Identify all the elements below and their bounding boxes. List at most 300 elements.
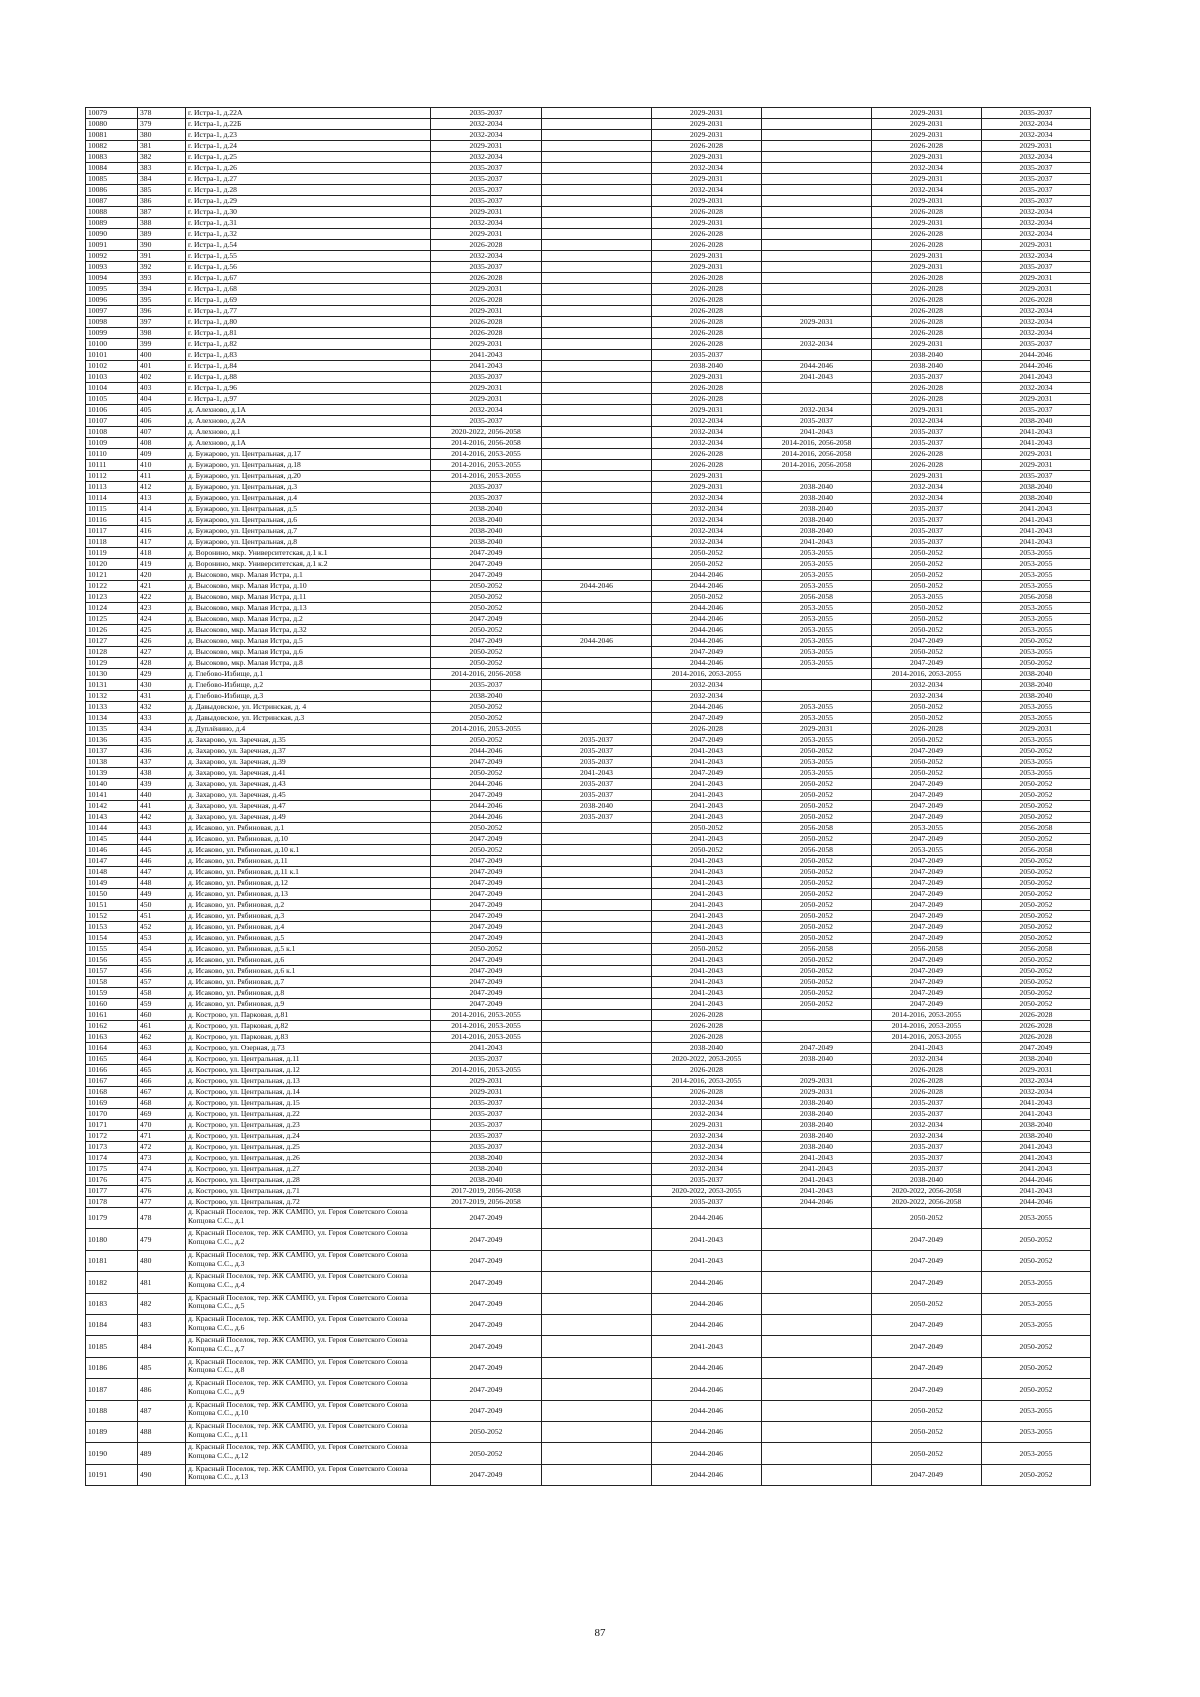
period-cell-1: 2047-2049	[431, 1314, 542, 1335]
period-cell-4	[762, 174, 872, 185]
period-cell-3: 2044-2046	[652, 1379, 762, 1400]
period-cell-6: 2035-2037	[982, 108, 1091, 119]
row-number-cell: 390	[138, 240, 186, 251]
row-number-cell: 412	[138, 482, 186, 493]
period-cell-5: 2026-2028	[872, 1065, 982, 1076]
period-cell-1: 2014-2016, 2053-2055	[431, 1032, 542, 1043]
address-cell: г. Истра-1, д.22Б	[186, 119, 431, 130]
period-cell-6: 2041-2043	[982, 526, 1091, 537]
row-id-cell: 10181	[86, 1250, 138, 1271]
period-cell-2	[542, 229, 652, 240]
period-cell-4: 2053-2055	[762, 757, 872, 768]
period-cell-4	[762, 1208, 872, 1229]
period-cell-6: 2041-2043	[982, 438, 1091, 449]
period-cell-6: 2050-2052	[982, 966, 1091, 977]
period-cell-4	[762, 350, 872, 361]
period-cell-5: 2035-2037	[872, 1153, 982, 1164]
period-cell-5: 2035-2037	[872, 537, 982, 548]
period-cell-5: 2047-2049	[872, 867, 982, 878]
address-cell: г. Истра-1, д.82	[186, 339, 431, 350]
row-id-cell: 10160	[86, 999, 138, 1010]
row-number-cell: 481	[138, 1272, 186, 1293]
row-id-cell: 10107	[86, 416, 138, 427]
row-id-cell: 10179	[86, 1208, 138, 1229]
period-cell-4: 2053-2055	[762, 702, 872, 713]
period-cell-6: 2053-2055	[982, 1208, 1091, 1229]
row-number-cell: 487	[138, 1400, 186, 1421]
period-cell-1: 2026-2028	[431, 240, 542, 251]
period-cell-1: 2026-2028	[431, 295, 542, 306]
period-cell-6: 2050-2052	[982, 922, 1091, 933]
period-cell-5: 2050-2052	[872, 548, 982, 559]
period-cell-4: 2041-2043	[762, 537, 872, 548]
period-cell-4: 2050-2052	[762, 856, 872, 867]
row-number-cell: 459	[138, 999, 186, 1010]
period-cell-6: 2038-2040	[982, 691, 1091, 702]
period-cell-2	[542, 262, 652, 273]
period-cell-3: 2041-2043	[652, 867, 762, 878]
address-cell: д. Исаково, ул. Рябиновая, д.6 к.1	[186, 966, 431, 977]
period-cell-6: 2050-2052	[982, 878, 1091, 889]
period-cell-1: 2032-2034	[431, 152, 542, 163]
period-cell-4: 2050-2052	[762, 999, 872, 1010]
address-cell: д. Кострово, ул. Центральная, д.11	[186, 1054, 431, 1065]
period-cell-1: 2047-2049	[431, 1400, 542, 1421]
address-cell: д. Алехново, д.1А	[186, 438, 431, 449]
table-row	[86, 977, 1091, 988]
period-cell-2	[542, 482, 652, 493]
table-row	[86, 867, 1091, 878]
period-cell-4: 2053-2055	[762, 647, 872, 658]
period-cell-4	[762, 1400, 872, 1421]
row-id-cell: 10116	[86, 515, 138, 526]
period-cell-1: 2047-2049	[431, 614, 542, 625]
address-cell: г. Истра-1, д.84	[186, 361, 431, 372]
period-cell-6: 2050-2052	[982, 911, 1091, 922]
period-cell-2	[542, 889, 652, 900]
row-id-cell: 10157	[86, 966, 138, 977]
period-cell-1: 2050-2052	[431, 713, 542, 724]
period-cell-3: 2026-2028	[652, 295, 762, 306]
period-cell-1: 2038-2040	[431, 526, 542, 537]
row-id-cell: 10152	[86, 911, 138, 922]
period-cell-3: 2044-2046	[652, 581, 762, 592]
period-cell-1: 2035-2037	[431, 163, 542, 174]
period-cell-3: 2029-2031	[652, 218, 762, 229]
table-row	[86, 647, 1091, 658]
period-cell-6: 2032-2034	[982, 130, 1091, 141]
table-row	[86, 493, 1091, 504]
table-row	[86, 1021, 1091, 1032]
address-cell: д. Исаково, ул. Рябиновая, д.7	[186, 977, 431, 988]
row-id-cell: 10159	[86, 988, 138, 999]
table-row	[86, 416, 1091, 427]
period-cell-2	[542, 493, 652, 504]
period-cell-2	[542, 141, 652, 152]
period-cell-4	[762, 251, 872, 262]
address-cell: д. Бужарово, ул. Центральная, д.7	[186, 526, 431, 537]
period-cell-5: 2047-2049	[872, 999, 982, 1010]
row-id-cell: 10102	[86, 361, 138, 372]
row-id-cell: 10094	[86, 273, 138, 284]
period-cell-5: 2026-2028	[872, 328, 982, 339]
address-cell: д. Захарово, ул. Заречная, д.45	[186, 790, 431, 801]
period-cell-6: 2053-2055	[982, 570, 1091, 581]
period-cell-3: 2026-2028	[652, 1065, 762, 1076]
period-cell-5: 2026-2028	[872, 1087, 982, 1098]
table-row	[86, 361, 1091, 372]
period-cell-1: 2014-2016, 2056-2058	[431, 438, 542, 449]
period-cell-3: 2041-2043	[652, 922, 762, 933]
row-number-cell: 460	[138, 1010, 186, 1021]
period-cell-4: 2050-2052	[762, 922, 872, 933]
period-cell-3: 2026-2028	[652, 273, 762, 284]
period-cell-1: 2029-2031	[431, 1076, 542, 1087]
period-cell-4: 2032-2034	[762, 405, 872, 416]
period-cell-1: 2047-2049	[431, 878, 542, 889]
period-cell-2	[542, 1443, 652, 1464]
period-cell-5: 2029-2031	[872, 405, 982, 416]
row-number-cell: 449	[138, 889, 186, 900]
period-cell-4	[762, 1336, 872, 1357]
period-cell-1: 2047-2049	[431, 867, 542, 878]
period-cell-3: 2050-2052	[652, 592, 762, 603]
period-cell-2	[542, 405, 652, 416]
address-cell: д. Алехново, д.1А	[186, 405, 431, 416]
period-cell-3: 2029-2031	[652, 196, 762, 207]
period-cell-1: 2047-2049	[431, 911, 542, 922]
table-row	[86, 482, 1091, 493]
address-cell: д. Исаково, ул. Рябиновая, д.10	[186, 834, 431, 845]
table-row	[86, 856, 1091, 867]
period-cell-1: 2050-2052	[431, 581, 542, 592]
row-id-cell: 10166	[86, 1065, 138, 1076]
period-cell-3: 2026-2028	[652, 724, 762, 735]
period-cell-6: 2029-2031	[982, 273, 1091, 284]
period-cell-2	[542, 1076, 652, 1087]
period-cell-4: 2050-2052	[762, 988, 872, 999]
period-cell-5: 2032-2034	[872, 1131, 982, 1142]
period-cell-3: 2047-2049	[652, 647, 762, 658]
period-cell-6: 2050-2052	[982, 779, 1091, 790]
period-cell-4: 2041-2043	[762, 1153, 872, 1164]
period-cell-4	[762, 185, 872, 196]
address-cell: д. Красный Поселок, тер. ЖК САМПО, ул. Героя Советского Союза Копцова С.С., д.2	[186, 1229, 431, 1250]
period-cell-6: 2053-2055	[982, 1293, 1091, 1314]
period-cell-5: 2047-2049	[872, 1250, 982, 1271]
period-cell-4: 2029-2031	[762, 1087, 872, 1098]
period-cell-5: 2035-2037	[872, 1142, 982, 1153]
row-id-cell: 10115	[86, 504, 138, 515]
period-cell-6: 2056-2058	[982, 592, 1091, 603]
row-id-cell: 10099	[86, 328, 138, 339]
period-cell-2: 2035-2037	[542, 812, 652, 823]
period-cell-5: 2047-2049	[872, 955, 982, 966]
period-cell-3: 2047-2049	[652, 735, 762, 746]
row-id-cell: 10161	[86, 1010, 138, 1021]
period-cell-6: 2050-2052	[982, 977, 1091, 988]
address-cell: д. Высоково, мкр. Малая Истра, д.6	[186, 647, 431, 658]
period-cell-5: 2029-2031	[872, 119, 982, 130]
table-row	[86, 1272, 1091, 1293]
period-cell-5: 2056-2058	[872, 944, 982, 955]
row-id-cell: 10139	[86, 768, 138, 779]
period-cell-6: 2026-2028	[982, 1010, 1091, 1021]
address-cell: г. Истра-1, д.30	[186, 207, 431, 218]
period-cell-5: 2047-2049	[872, 636, 982, 647]
period-cell-4: 2056-2058	[762, 592, 872, 603]
period-cell-6: 2035-2037	[982, 163, 1091, 174]
table-row	[86, 834, 1091, 845]
period-cell-1: 2050-2052	[431, 1421, 542, 1442]
row-id-cell: 10082	[86, 141, 138, 152]
row-id-cell: 10180	[86, 1229, 138, 1250]
row-id-cell: 10165	[86, 1054, 138, 1065]
table-row	[86, 1076, 1091, 1087]
period-cell-4: 2032-2034	[762, 339, 872, 350]
row-number-cell: 421	[138, 581, 186, 592]
period-cell-1: 2038-2040	[431, 691, 542, 702]
table-row	[86, 427, 1091, 438]
period-cell-5: 2029-2031	[872, 262, 982, 273]
period-cell-2	[542, 526, 652, 537]
period-cell-5: 2026-2028	[872, 1076, 982, 1087]
period-cell-5: 2026-2028	[872, 284, 982, 295]
period-cell-5: 2047-2049	[872, 922, 982, 933]
period-cell-2	[542, 1153, 652, 1164]
period-cell-4: 2038-2040	[762, 493, 872, 504]
period-cell-1: 2035-2037	[431, 196, 542, 207]
period-cell-6: 2053-2055	[982, 702, 1091, 713]
table-row	[86, 1379, 1091, 1400]
period-cell-4	[762, 1443, 872, 1464]
period-cell-2	[542, 570, 652, 581]
row-number-cell: 440	[138, 790, 186, 801]
address-cell: д. Исаково, ул. Рябиновая, д.13	[186, 889, 431, 900]
row-number-cell: 426	[138, 636, 186, 647]
period-cell-6: 2029-2031	[982, 1065, 1091, 1076]
period-cell-1: 2041-2043	[431, 361, 542, 372]
period-cell-1: 2047-2049	[431, 977, 542, 988]
period-cell-2	[542, 702, 652, 713]
period-cell-2	[542, 317, 652, 328]
table-row	[86, 548, 1091, 559]
address-cell: д. Бужарово, ул. Центральная, д.20	[186, 471, 431, 482]
period-cell-3: 2029-2031	[652, 482, 762, 493]
row-id-cell: 10088	[86, 207, 138, 218]
period-cell-4: 2056-2058	[762, 823, 872, 834]
table-row	[86, 1250, 1091, 1271]
table-row	[86, 471, 1091, 482]
row-id-cell: 10101	[86, 350, 138, 361]
row-number-cell: 437	[138, 757, 186, 768]
row-id-cell: 10176	[86, 1175, 138, 1186]
table-row	[86, 614, 1091, 625]
period-cell-1: 2035-2037	[431, 680, 542, 691]
period-cell-6: 2041-2043	[982, 1186, 1091, 1197]
period-cell-1: 2050-2052	[431, 658, 542, 669]
period-cell-4	[762, 1293, 872, 1314]
period-cell-3: 2041-2043	[652, 900, 762, 911]
table-row	[86, 350, 1091, 361]
row-number-cell: 424	[138, 614, 186, 625]
period-cell-2	[542, 1021, 652, 1032]
table-row	[86, 900, 1091, 911]
address-cell: г. Истра-1, д.67	[186, 273, 431, 284]
period-cell-1: 2047-2049	[431, 834, 542, 845]
period-cell-2	[542, 1131, 652, 1142]
period-cell-5: 2014-2016, 2053-2055	[872, 1021, 982, 1032]
address-cell: д. Высоково, мкр. Малая Истра, д.10	[186, 581, 431, 592]
table-row	[86, 1120, 1091, 1131]
period-cell-2	[542, 900, 652, 911]
row-number-cell: 414	[138, 504, 186, 515]
period-cell-6: 2029-2031	[982, 284, 1091, 295]
row-number-cell: 479	[138, 1229, 186, 1250]
period-cell-5: 2047-2049	[872, 1357, 982, 1378]
period-cell-3: 2050-2052	[652, 845, 762, 856]
period-cell-2	[542, 416, 652, 427]
period-cell-6: 2035-2037	[982, 262, 1091, 273]
period-cell-3: 2026-2028	[652, 207, 762, 218]
period-cell-4: 2053-2055	[762, 768, 872, 779]
period-cell-6: 2050-2052	[982, 933, 1091, 944]
period-cell-2	[542, 823, 652, 834]
row-id-cell: 10155	[86, 944, 138, 955]
row-number-cell: 417	[138, 537, 186, 548]
row-id-cell: 10171	[86, 1120, 138, 1131]
address-cell: д. Кострово, ул. Центральная, д.72	[186, 1197, 431, 1208]
period-cell-1: 2038-2040	[431, 1175, 542, 1186]
period-cell-2	[542, 427, 652, 438]
table-row	[86, 845, 1091, 856]
row-id-cell: 10163	[86, 1032, 138, 1043]
row-number-cell: 484	[138, 1336, 186, 1357]
period-cell-6: 2053-2055	[982, 1421, 1091, 1442]
period-cell-5: 2032-2034	[872, 1054, 982, 1065]
row-id-cell: 10109	[86, 438, 138, 449]
schedule-sheet	[85, 107, 1090, 1486]
period-cell-4: 2041-2043	[762, 1186, 872, 1197]
row-number-cell: 420	[138, 570, 186, 581]
period-cell-2	[542, 878, 652, 889]
period-cell-5: 2026-2028	[872, 724, 982, 735]
address-cell: д. Красный Поселок, тер. ЖК САМПО, ул. Героя Советского Союза Копцова С.С., д.5	[186, 1293, 431, 1314]
period-cell-5: 2026-2028	[872, 317, 982, 328]
table-row	[86, 537, 1091, 548]
period-cell-3: 2032-2034	[652, 691, 762, 702]
period-cell-3: 2044-2046	[652, 1272, 762, 1293]
period-cell-1: 2029-2031	[431, 284, 542, 295]
table-row	[86, 1054, 1091, 1065]
period-cell-2	[542, 152, 652, 163]
address-cell: г. Истра-1, д.77	[186, 306, 431, 317]
table-row	[86, 1293, 1091, 1314]
period-cell-2	[542, 1357, 652, 1378]
period-cell-3: 2041-2043	[652, 812, 762, 823]
period-cell-4: 2038-2040	[762, 515, 872, 526]
period-cell-5: 2035-2037	[872, 1109, 982, 1120]
period-cell-2	[542, 1314, 652, 1335]
period-cell-5: 2050-2052	[872, 647, 982, 658]
address-cell: д. Бужарово, ул. Центральная, д.17	[186, 449, 431, 460]
period-cell-6: 2053-2055	[982, 559, 1091, 570]
period-cell-6: 2041-2043	[982, 1142, 1091, 1153]
period-cell-2	[542, 119, 652, 130]
row-id-cell: 10108	[86, 427, 138, 438]
period-cell-6: 2050-2052	[982, 889, 1091, 900]
period-cell-1: 2029-2031	[431, 141, 542, 152]
row-number-cell: 423	[138, 603, 186, 614]
period-cell-3: 2041-2043	[652, 933, 762, 944]
period-cell-6: 2053-2055	[982, 757, 1091, 768]
row-number-cell: 433	[138, 713, 186, 724]
period-cell-6: 2035-2037	[982, 405, 1091, 416]
period-cell-5: 2050-2052	[872, 713, 982, 724]
row-number-cell: 485	[138, 1357, 186, 1378]
period-cell-1: 2029-2031	[431, 229, 542, 240]
period-cell-1: 2032-2034	[431, 251, 542, 262]
period-cell-4: 2053-2055	[762, 625, 872, 636]
address-cell: д. Дуплёнино, д.4	[186, 724, 431, 735]
period-cell-2	[542, 1336, 652, 1357]
address-cell: г. Истра-1, д.56	[186, 262, 431, 273]
period-cell-3: 2041-2043	[652, 801, 762, 812]
period-cell-3: 2026-2028	[652, 1087, 762, 1098]
period-cell-5: 2047-2049	[872, 1314, 982, 1335]
period-cell-1: 2050-2052	[431, 702, 542, 713]
row-id-cell: 10149	[86, 878, 138, 889]
period-cell-5: 2050-2052	[872, 735, 982, 746]
period-cell-3: 2047-2049	[652, 713, 762, 724]
period-cell-6: 2035-2037	[982, 185, 1091, 196]
address-cell: г. Истра-1, д.54	[186, 240, 431, 251]
period-cell-1: 2047-2049	[431, 900, 542, 911]
row-number-cell: 415	[138, 515, 186, 526]
row-number-cell: 382	[138, 152, 186, 163]
period-cell-5: 2032-2034	[872, 691, 982, 702]
row-id-cell: 10119	[86, 548, 138, 559]
address-cell: г. Истра-1, д.31	[186, 218, 431, 229]
period-cell-4	[762, 130, 872, 141]
period-cell-4: 2014-2016, 2056-2058	[762, 460, 872, 471]
period-cell-5: 2029-2031	[872, 196, 982, 207]
row-id-cell: 10133	[86, 702, 138, 713]
period-cell-1: 2014-2016, 2053-2055	[431, 449, 542, 460]
period-cell-2	[542, 273, 652, 284]
address-cell: г. Истра-1, д.26	[186, 163, 431, 174]
period-cell-2: 2044-2046	[542, 636, 652, 647]
row-number-cell: 386	[138, 196, 186, 207]
table-row	[86, 603, 1091, 614]
row-number-cell: 476	[138, 1186, 186, 1197]
period-cell-6: 2041-2043	[982, 427, 1091, 438]
period-cell-3: 2038-2040	[652, 361, 762, 372]
row-id-cell: 10100	[86, 339, 138, 350]
period-cell-5: 2047-2049	[872, 988, 982, 999]
period-cell-2	[542, 1010, 652, 1021]
row-id-cell: 10174	[86, 1153, 138, 1164]
period-cell-2	[542, 130, 652, 141]
row-id-cell: 10170	[86, 1109, 138, 1120]
row-id-cell: 10143	[86, 812, 138, 823]
period-cell-5: 2035-2037	[872, 438, 982, 449]
row-id-cell: 10178	[86, 1197, 138, 1208]
period-cell-2	[542, 174, 652, 185]
row-id-cell: 10121	[86, 570, 138, 581]
period-cell-1: 2047-2049	[431, 1293, 542, 1314]
period-cell-6: 2041-2043	[982, 537, 1091, 548]
